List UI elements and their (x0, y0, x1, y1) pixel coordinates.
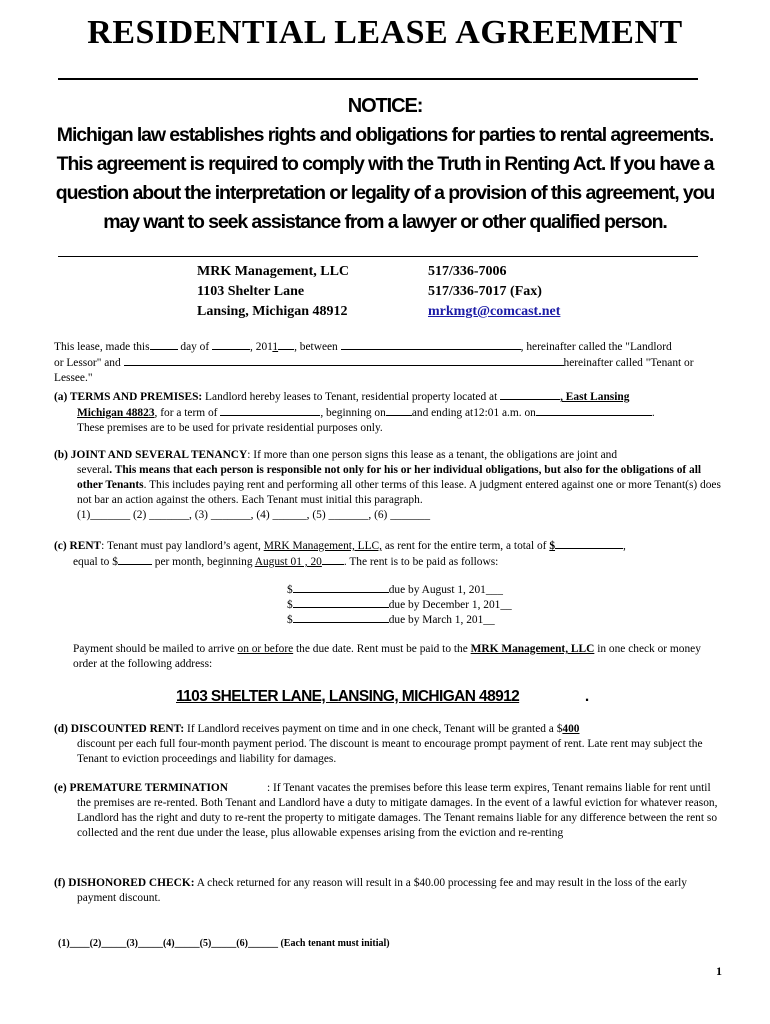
intro-text: , between (294, 341, 338, 353)
clause-f-label: (f) DISHONORED CHECK: (54, 877, 195, 889)
notice-line: question about the interpretation or legality of a provision of this agreement, you (55, 182, 715, 204)
payment-dollar: $ (287, 584, 293, 596)
clause-f (54, 876, 722, 906)
payment-row (287, 597, 512, 613)
landlord-phone: 517/336-7006 (428, 264, 507, 279)
notice-line: may want to seek assistance from a lawyer or other qualified person. (103, 211, 667, 233)
total-rent-field[interactable] (555, 538, 623, 549)
notice-line: Michigan law establishes rights and obligations for parties to rental agreements. (56, 124, 714, 146)
clause-b-label: (b) JOINT AND SEVERAL TENANCY (54, 449, 248, 461)
landlord-contact-block (428, 262, 560, 322)
rent-year-field[interactable] (322, 554, 344, 565)
rent-agent: MRK Management, LLC, (263, 540, 383, 552)
payment-dollar: $ (287, 614, 293, 626)
footer-initials-line[interactable]: (1)____(2)_____(3)_____(4)_____(5)_____(6)______ (Each tenant must initial) (58, 938, 390, 949)
payment-amount-field[interactable] (293, 582, 389, 593)
clause-text: in one check or money order at the following address: (73, 643, 701, 670)
clause-text: the due date. Rent must be paid to the (293, 643, 471, 655)
document-title: RESIDENTIAL LEASE AGREEMENT (87, 14, 683, 51)
clause-e-label: (e) PREMATURE TERMINATION (54, 782, 229, 794)
day-field[interactable] (150, 339, 178, 350)
clause-b (54, 448, 722, 523)
intro-paragraph (54, 339, 722, 386)
clause-text: If Landlord receives payment on time and in one check, Tenant will be granted a $ (184, 723, 563, 735)
tenant-party-field[interactable] (124, 355, 564, 366)
landlord-address-block (197, 262, 349, 322)
clause-text: A check returned for any reason will result in a $40.00 processing fee and may result in the loss of the early payment discount. (77, 877, 687, 904)
clause-e-text (54, 781, 722, 841)
end-date-field[interactable] (536, 405, 652, 416)
payment-due-label: due by August 1, 201___ (388, 584, 503, 596)
landlord-street: 1103 Shelter Lane (197, 284, 305, 299)
landlord-name: MRK Management, LLC (197, 264, 350, 279)
clause-c-label: (c) RENT (54, 540, 102, 552)
payment-due-label: due by March 1, 201__ (388, 614, 495, 626)
clause-text: as rent for the entire term, a total of (382, 540, 550, 552)
payment-amount-field[interactable] (293, 612, 389, 623)
payment-address-line (114, 688, 581, 705)
divider-top (58, 78, 698, 80)
on-or-before-text: on or before (237, 643, 294, 655)
notice-block (40, 92, 730, 237)
clause-text: : If more than one person signs this lease as a tenant, the obligations are joint and (247, 449, 618, 461)
payment-row (287, 582, 503, 598)
intro-text: hereinafter called "Tenant or (563, 357, 694, 369)
start-date-field[interactable] (386, 405, 412, 416)
clause-a: (a) TERMS AND PREMISES: Landlord hereby leases to Tenant, residential property located at , East Lansing Michigan 48823, for a term of , beginning on and ending at12:01 a.m. on . These premises are to be used for private residential purposes only. (54, 389, 722, 436)
clause-text: Payment should be mailed to arrive (73, 643, 238, 655)
discount-amount: 400 (562, 723, 580, 735)
payment-dollar: $ (287, 599, 293, 611)
intro-text: , 201 (250, 341, 273, 353)
clause-d (54, 722, 722, 767)
landlord-email-link[interactable]: mrkmgt@comcast.net (428, 304, 561, 319)
clause-d-label: (d) DISCOUNTED RENT: (54, 723, 185, 735)
total-rent-symbol: $ (549, 540, 556, 552)
payment-address-text: 1103 SHELTER LANE, LANSING, MICHIGAN 48912 (176, 688, 520, 705)
clause-c: (c) RENT: Tenant must pay landlord’s agent, MRK Management, LLC, as rent for the entire term, a total of $ , equal to $ per month, beginning August 01 , 20 . The rent is to be paid as follows: (54, 540, 626, 568)
payment-due-label: due by December 1, 201__ (388, 599, 512, 611)
landlord-party-field[interactable] (341, 339, 521, 350)
notice-heading: NOTICE: (347, 95, 423, 117)
property-address-field[interactable] (500, 389, 560, 400)
landlord-fax: 517/336-7017 (Fax) (428, 284, 542, 299)
clause-bold-text: . This means that each person is responsible not only for his or her individual obligations, but also for the obligations of all other Tenants (77, 464, 702, 491)
clause-text: equal to $ (73, 556, 118, 568)
notice-line: This agreement is required to comply with the Truth in Renting Act. If you have a (56, 153, 714, 175)
clause-text: , for a term of (154, 407, 221, 419)
clause-text: . The rent is to be paid as follows: (343, 556, 499, 568)
intro-text: , hereinafter called the "Landlord (520, 341, 672, 353)
intro-text: Lessee." (54, 372, 93, 384)
month-field[interactable] (212, 339, 250, 350)
clause-text: : Tenant must pay landlord’s agent, (101, 540, 264, 552)
payee-name: MRK Management, LLC (470, 643, 595, 655)
divider-notice (58, 256, 698, 257)
property-state-zip: Michigan 48823 (77, 407, 155, 419)
payment-address: 1103 SHELTER LANE, LANSING, MICHIGAN 48912 . (114, 688, 589, 706)
year-digit[interactable]: 1 (272, 341, 279, 353)
page-number: 1 (716, 964, 722, 978)
intro-text: day of (180, 341, 210, 353)
tenant-initials-line[interactable]: (1)_______ (2) _______, (3) _______, (4) ______, (5) _______, (6) _______ (77, 509, 431, 521)
intro-text: or Lessor" and (54, 357, 121, 369)
payment-row (287, 612, 495, 628)
clause-text: and ending at12:01 a.m. on (411, 407, 536, 419)
clause-text: . This includes paying rent and performing all other terms of this lease. A judgment entered against one or more Tenant(s) does not bar an action against the others. Each Tenant must initial this paragraph. (77, 479, 721, 506)
clause-text: discount per each full four-month payment period. The discount is meant to encourage prompt payment of rent. Late rent may subject the Tenant to eviction proceedings and liability for damages. (77, 738, 703, 765)
intro-text: This lease, made this (54, 341, 150, 353)
property-city: , East Lansing (560, 391, 630, 403)
clause-text: , beginning on (320, 407, 386, 419)
monthly-rent-field[interactable] (118, 554, 152, 565)
payment-amount-field[interactable] (293, 597, 389, 608)
clause-text: per month, beginning (151, 556, 255, 568)
lease-term-field[interactable] (220, 405, 320, 416)
clause-text: Landlord hereby leases to Tenant, residential property located at (202, 391, 501, 403)
rent-begin-date: August 01 , 20 (254, 556, 322, 568)
clause-text: These premises are to be used for private residential purposes only. (77, 422, 383, 434)
year-field[interactable] (278, 339, 294, 350)
payment-instructions (73, 642, 725, 672)
clause-text: several (77, 464, 110, 476)
clause-text: : If Tenant vacates the premises before this lease term expires, Tenant remains liable for rent until the premises are re-rented. Both Tenant and Landlord have a duty to mitigate damages. In the event of a lawful eviction for whatever reason, Landlord has the right and duty to re-rent the property to mitigate damages. The Tenant remains liable for any difference between the rent so collected and the rent due under the lease, plus allowable expenses arising from the eviction and re-renting (77, 782, 718, 839)
clause-a-label: (a) TERMS AND PREMISES: (54, 391, 203, 403)
landlord-city: Lansing, Michigan 48912 (197, 304, 348, 319)
